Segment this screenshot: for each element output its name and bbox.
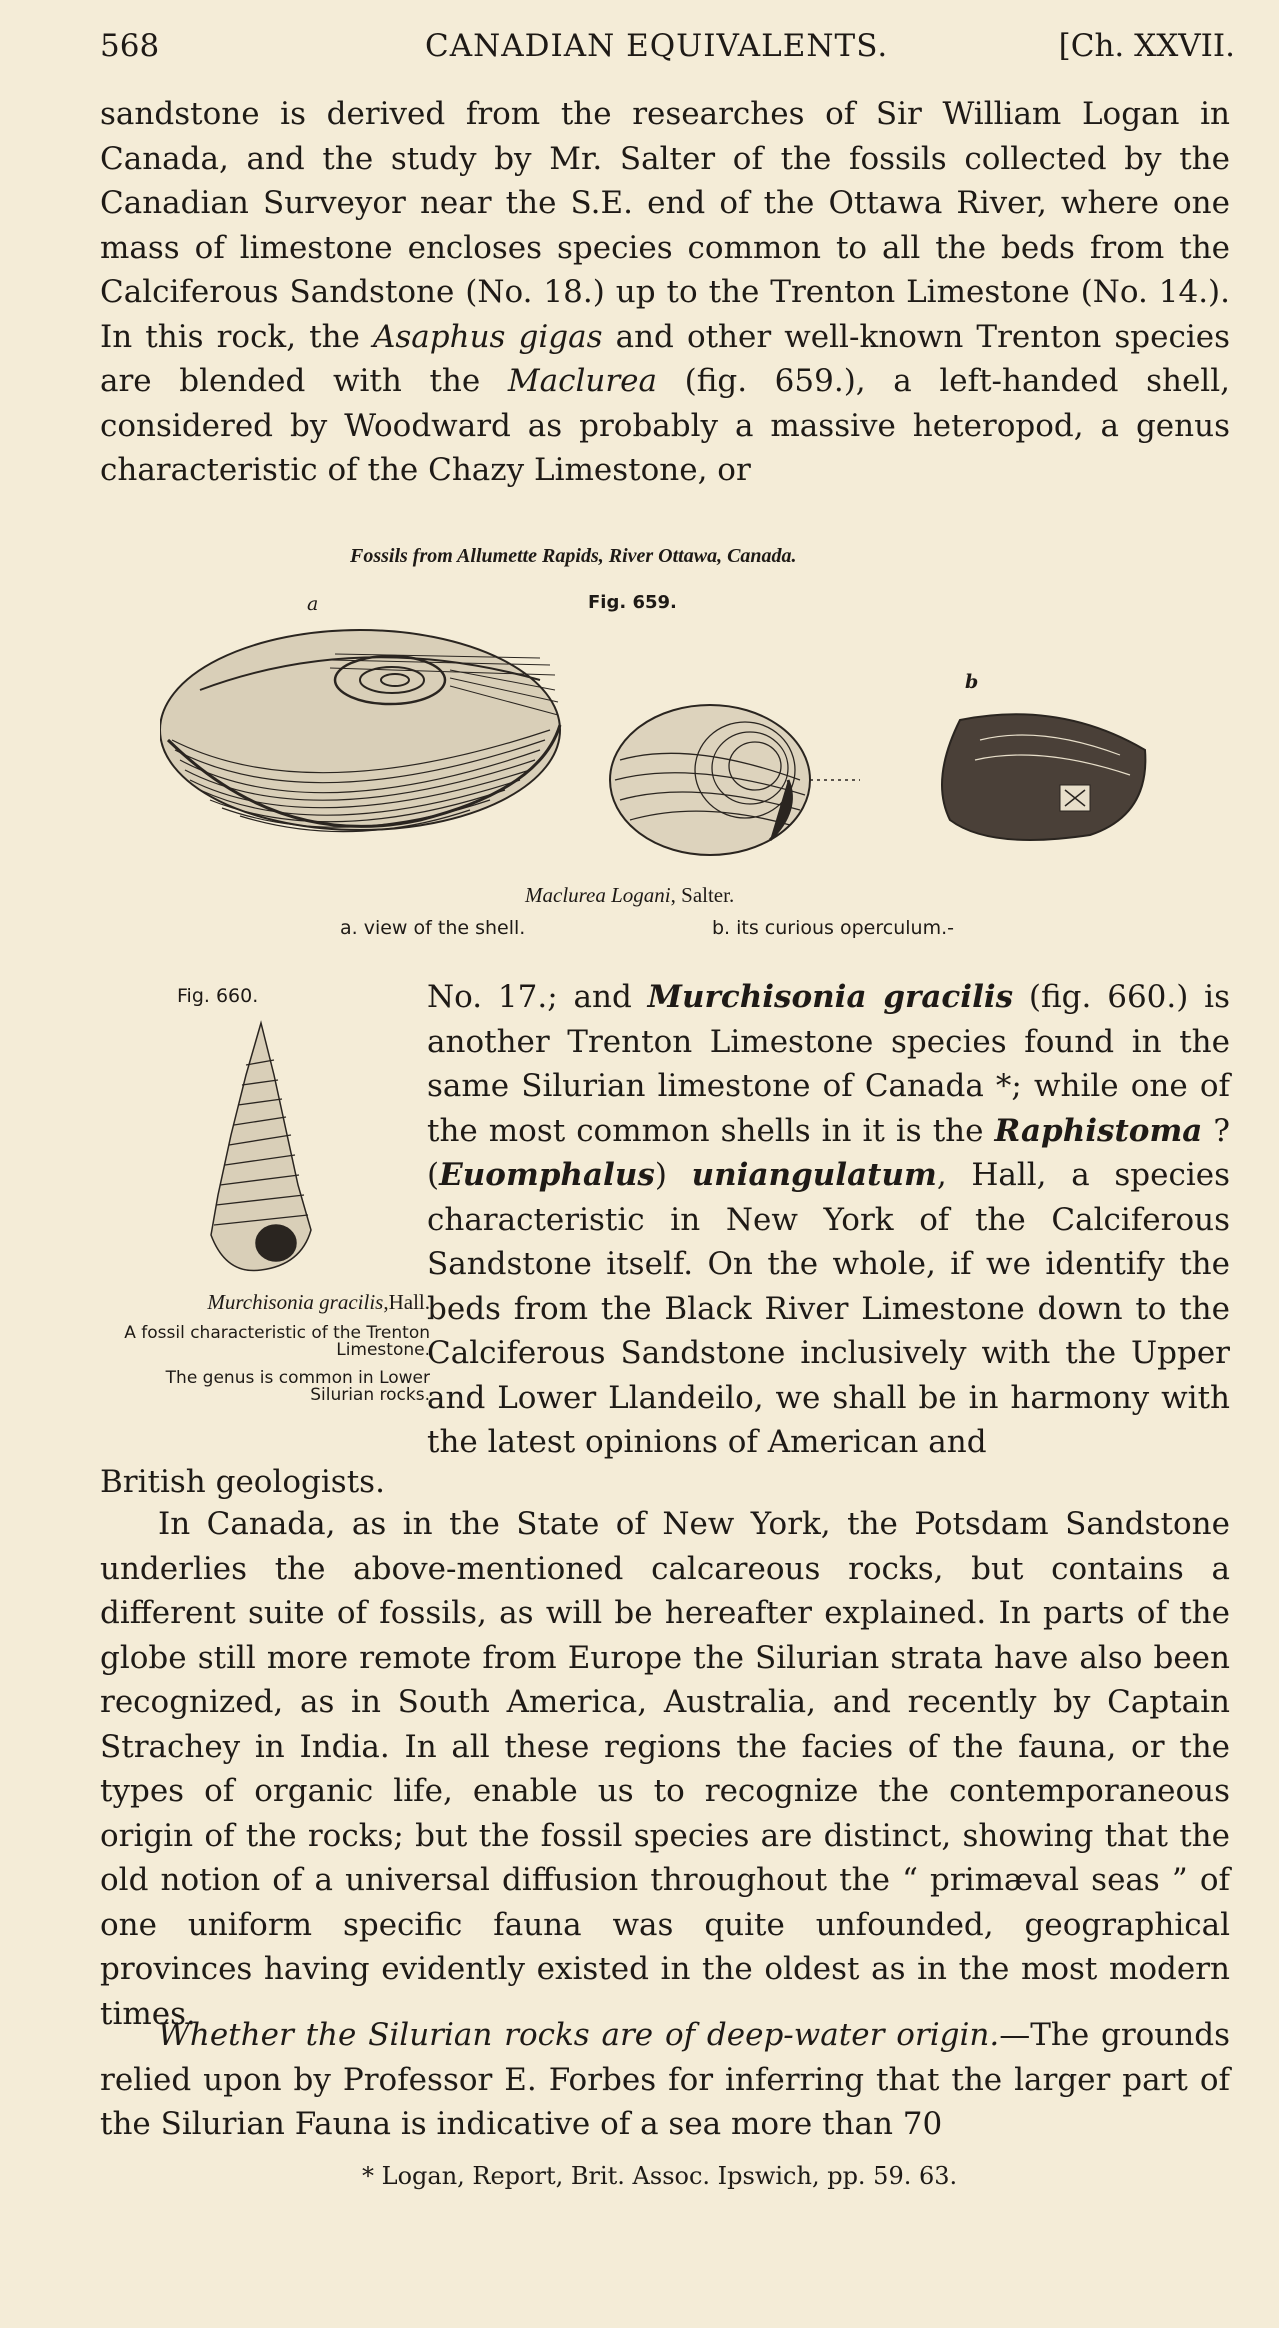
section-heading: Whether the Silurian rocks are of deep-water origin. <box>158 2017 1000 2053</box>
shell-view-b <box>610 705 1145 855</box>
taxon-murchisonia: Murchisonia gracilis <box>647 979 1014 1015</box>
figure-660-note-2: The genus is common in Lower Silurian rocks. <box>165 1368 430 1405</box>
murchisonia-illustration <box>206 1015 316 1277</box>
paragraph-1: sandstone is derived from the researches of Sir William Logan in Canada, and the study by Mr. Salter of the fossils collected by the Canadian Surveyor near the S.E. end of the Ottawa River, where one mass of limestone encloses species common to all the beds from the Calciferous Sandstone (No. 18.) up to the Trenton Limestone (No. 14.). In this rock, the Asaphus gigas and other well-known Trenton species are blended with the Maclurea (fig. 659.), a left-handed shell, considered by Woodward as probably a massive heteropod, a genus characteristic of the Chazy Limestone, or <box>100 96 1231 488</box>
figure-659-number: Fig. 659. <box>588 592 677 613</box>
figure-label-a: a <box>307 593 319 615</box>
paragraph-2-ending: British geologists. <box>100 1464 385 1500</box>
taxon-asaphus: Asaphus gigas <box>372 318 603 355</box>
taxon-uniangulatum: uniangulatum <box>691 1157 937 1193</box>
figure-label-b: b <box>965 671 979 693</box>
figure-659-top-caption: Fossils from Allumette Rapids, River Ottawa, Canada. <box>350 545 797 567</box>
taxon-euomphalus: Euomphalus <box>439 1157 655 1193</box>
running-title: CANADIAN EQUIVALENTS. <box>425 28 889 64</box>
taxon-maclurea: Maclurea <box>507 363 657 399</box>
taxon-raphistoma: Raphistoma <box>994 1112 1203 1149</box>
chapter-label: [Ch. XXVII. <box>1058 28 1235 64</box>
page-header <box>100 28 1235 76</box>
figure-659-caption-a: a. view of the shell. <box>340 917 526 939</box>
maclurea-shell-illustration <box>160 620 1150 870</box>
figure-660-number: Fig. 660. <box>177 985 259 1007</box>
figure-660-species-caption: Murchisonia gracilis,Hall. <box>207 1290 430 1314</box>
figure-660-note-1: A fossil characteristic of the Trenton Limestone. <box>124 1323 430 1360</box>
footnote: * Logan, Report, Brit. Assoc. Ipswich, pp. 59. 63. <box>362 2162 958 2190</box>
paragraph-4: Whether the Silurian rocks are of deep-water origin.—The grounds relied upon by Professor E. Forbes for inferring that the larger part of the Silurian Fauna is indicative of a sea more than 70 <box>100 2017 1230 2142</box>
shell-view-a <box>160 630 560 832</box>
figure-659-caption-b: b. its curious operculum.- <box>712 917 954 939</box>
page-number: 568 <box>100 28 160 64</box>
figure-659-species-caption: Maclurea Logani, Salter. <box>525 883 735 907</box>
paragraph-3: In Canada, as in the State of New York, the Potsdam Sandstone underlies the above-mentioned calcareous rocks, but contains a different suite of fossils, as will be hereafter explained. In parts of the globe still more remote from Europe the Silurian strata have also been recognized, as in South America, Australia, and recently by Captain Strachey in India. In all these regions the facies of the fauna, or the types of organic life, enable us to recognize the contemporaneous origin of the rocks; but the fossil species are distinct, showing that the old notion of a universal diffusion throughout the “ primæval seas ” of one uniform specific fauna was quite unfounded, geographical provinces having evidently existed in the oldest as in the most modern times. <box>100 1506 1230 2032</box>
paragraph-2: No. 17.; and Murchisonia gracilis (fig. 660.) is another Trenton Limestone species found in the same Silurian limestone of Canada *; while one of the most common shells in it is the Raphistoma ? (Euomphalus) uniangulatum, Hall, a species characteristic in New York of the Calciferous Sandstone itself. On the whole, if we identify the beds from the Black River Limestone down to the Calciferous Sandstone inclusively with the Upper and Lower Llandeilo, we shall be in harmony with the latest opinions of American and <box>427 979 1230 1460</box>
